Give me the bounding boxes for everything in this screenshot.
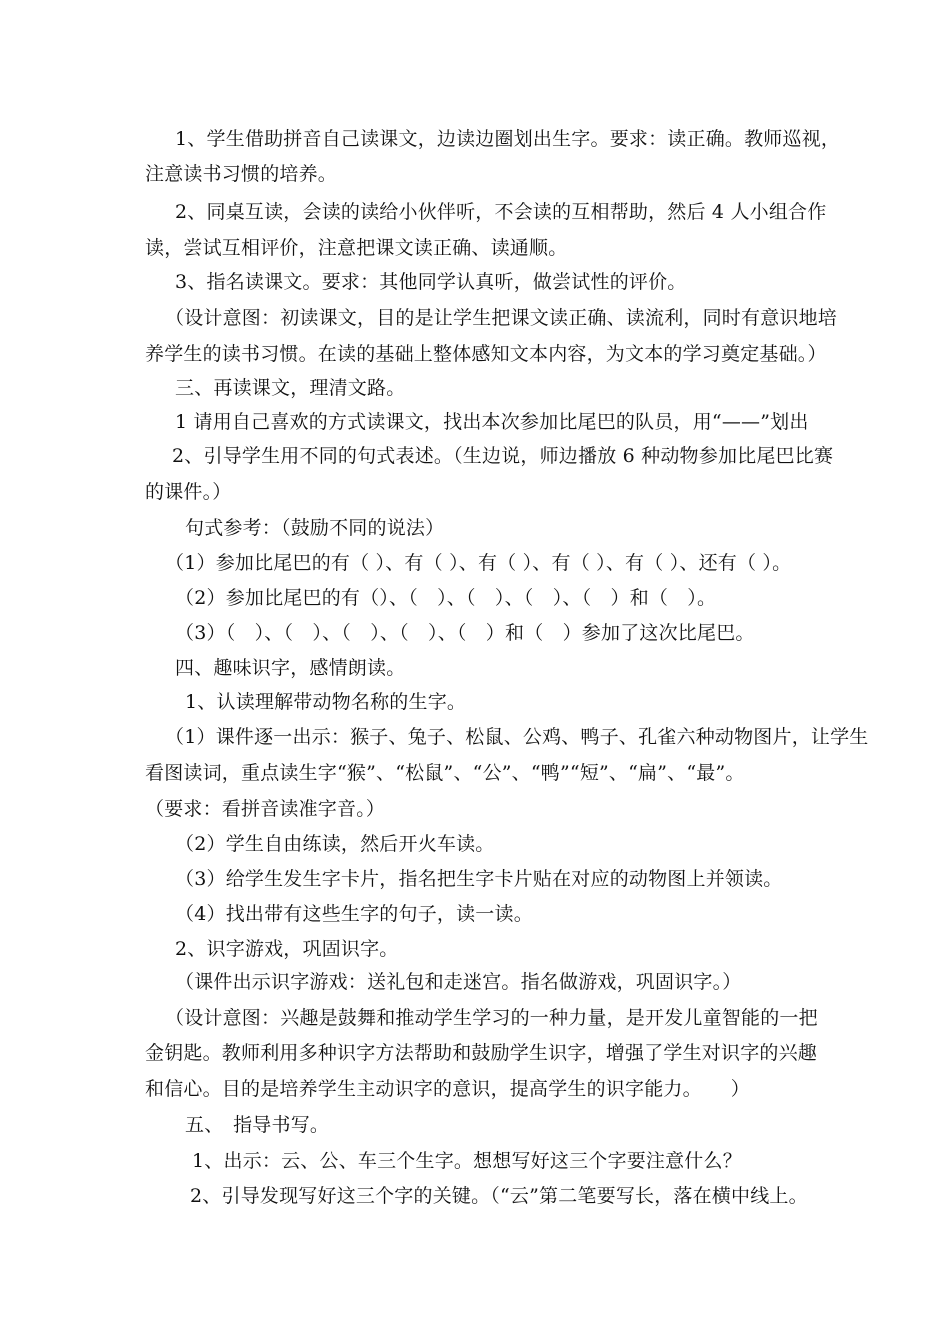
text-line: 的课件。） — [145, 481, 232, 503]
text-line: 金钥匙。教师利用多种识字方法帮助和鼓励学生识字，增强了学生对识字的兴趣 — [145, 1042, 818, 1064]
text-line: （1）参加比尾巴的有（ ）、有（ ）、有（ ）、有（ ）、有（ ）、还有（ ）。 — [165, 552, 792, 574]
text-line: （2）参加比尾巴的有（）、（ ）、（ ）、（ ）、（ ）和（ ）。 — [175, 587, 717, 609]
text-line: 1、学生借助拼音自己读课文，边读边圈划出生字。要求：读正确。教师巡视， — [175, 128, 841, 150]
text-line: （1）课件逐一出示：猴子、兔子、松鼠、公鸡、鸭子、孔雀六种动物图片，让学生 — [165, 726, 869, 748]
text-line: （要求：看拼音读准字音。） — [145, 798, 386, 820]
section-heading: 四、趣味识字，感情朗读。 — [175, 657, 406, 679]
text-line: （3）给学生发生字卡片，指名把生字卡片贴在对应的动物图上并领读。 — [175, 868, 783, 890]
text-line: 1、认读理解带动物名称的生字。 — [185, 691, 467, 713]
text-line: 2、引导发现写好这三个字的关键。（“云”第二笔要写长，落在横中线上。 — [190, 1185, 808, 1207]
text-line: （课件出示识字游戏：送礼包和走迷宫。指名做游戏，巩固识字。） — [175, 971, 742, 993]
section-heading: 五、 指导书写。 — [185, 1114, 330, 1136]
text-line: 句式参考：（鼓励不同的说法） — [185, 517, 445, 539]
text-line: （设计意图：初读课文，目的是让学生把课文读正确、读流利，同时有意识地培 — [165, 307, 838, 329]
text-line: 和信心。目的是培养学生主动识字的意识，提高学生的识字能力。 ） — [145, 1078, 750, 1100]
section-heading: 三、再读课文，理清文路。 — [175, 377, 406, 399]
text-line: 2、引导学生用不同的句式表述。（生边说，师边播放 6 种动物参加比尾巴比赛 — [172, 445, 834, 467]
text-line: 养学生的读书习惯。在读的基础上整体感知文本内容，为文本的学习奠定基础。） — [145, 343, 827, 365]
text-line: 看图读词，重点读生字“猴”、“松鼠”、“公”、“鸭”“短”、“扁”、“最”。 — [145, 762, 745, 784]
text-line: 读，尝试互相评价，注意把课文读正确、读通顺。 — [145, 237, 568, 259]
text-line: 1 请用自己喜欢的方式读课文，找出本次参加比尾巴的队员，用“——”划出 — [175, 411, 809, 433]
text-line: 3、指名读课文。要求：其他同学认真听，做尝试性的评价。 — [175, 271, 687, 293]
text-line: （4）找出带有这些生字的句子，读一读。 — [175, 903, 533, 925]
text-line: （2）学生自由练读，然后开火车读。 — [175, 833, 495, 855]
text-line: 2、同桌互读，会读的读给小伙伴听，不会读的互相帮助，然后 4 人小组合作 — [175, 201, 827, 223]
text-line: （设计意图：兴趣是鼓舞和推动学生学习的一种力量，是开发儿童智能的一把 — [165, 1007, 818, 1029]
text-line: （3）（ ）、（ ）、（ ）、（ ）、（ ）和（ ）参加了这次比尾巴。 — [175, 622, 755, 644]
text-line: 1、出示：云、公、车三个生字。想想写好这三个字要注意什么？ — [192, 1150, 742, 1172]
text-line: 2、识字游戏，巩固识字。 — [175, 938, 399, 960]
text-line: 注意读书习惯的培养。 — [145, 163, 338, 185]
